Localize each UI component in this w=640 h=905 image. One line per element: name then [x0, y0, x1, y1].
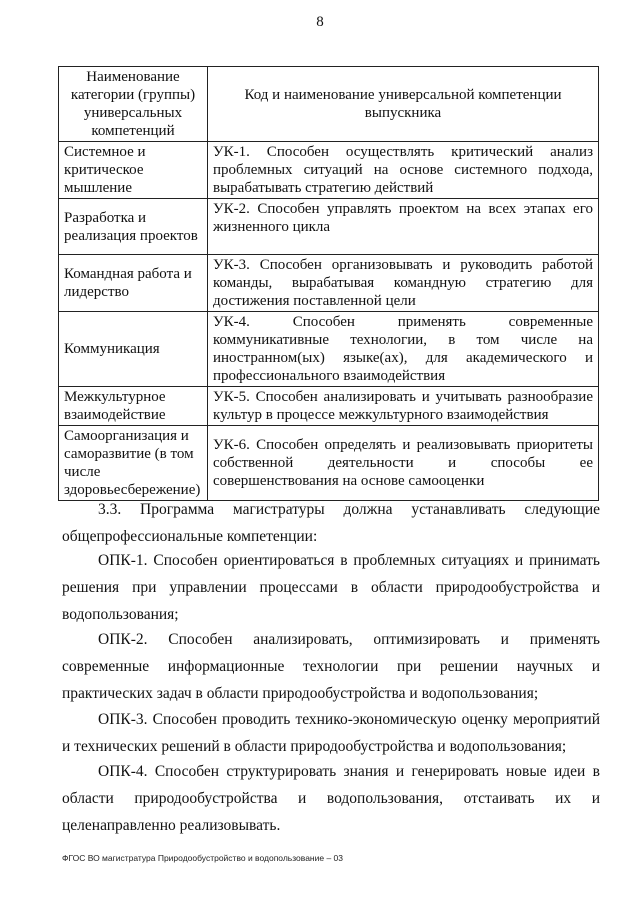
category-cell: Коммуникация	[59, 312, 208, 387]
category-cell: Командная работа и лидерство	[59, 255, 208, 312]
competence-cell: УК-4. Способен применять современные коммуникативные технологии, в том числе на иностранном(ых) языке(ах), для академического и профессионального взаимодействия	[208, 312, 599, 387]
page-number: 8	[316, 14, 324, 30]
header-category: Наименование категории (группы) универсальных компетенций	[59, 67, 208, 142]
table-row	[59, 255, 599, 312]
paragraph-opk-2: ОПК-2. Способен анализировать, оптимизировать и применять современные информационные технологии при решении научных и практических задач в области природообустройства и водопользования;	[62, 631, 600, 702]
paragraph-3-3: 3.3. Программа магистратуры должна устанавливать следующие общепрофессиональные компетенции:	[62, 501, 600, 545]
table-row	[59, 387, 599, 426]
competence-cell: УК-2. Способен управлять проектом на всех этапах его жизненного цикла	[208, 199, 599, 255]
category-cell: Межкультурное взаимодействие	[59, 387, 208, 426]
paragraph-opk-3: ОПК-3. Способен проводить технико-экономическую оценку мероприятий и технических решений в области природообустройства и водопользования;	[62, 711, 600, 755]
paragraph-opk-4: ОПК-4. Способен структурировать знания и генерировать новые идеи в области природообустройства и водопользования, отстаивать их и целенаправленно реализовывать.	[62, 763, 600, 834]
table-row	[59, 142, 599, 199]
competence-cell: УК-6. Способен определять и реализовывать приоритеты собственной деятельности и способы ее совершенствования на основе самооценки	[208, 426, 599, 501]
category-cell: Самоорганизация и саморазвитие (в том числе здоровьесбережение)	[59, 426, 208, 501]
category-cell: Разработка и реализация проектов	[59, 199, 208, 255]
document-footer: ФГОС ВО магистратура Природообустройство и водопользование – 03	[62, 853, 343, 863]
table-header-row	[59, 67, 599, 142]
competence-cell: УК-5. Способен анализировать и учитывать разнообразие культур в процессе межкультурного взаимодействия	[208, 387, 599, 426]
category-cell: Системное и критическое мышление	[59, 142, 208, 199]
table-row	[59, 426, 599, 501]
competence-cell: УК-3. Способен организовывать и руководить работой команды, вырабатывая командную стратегию для достижения поставленной цели	[208, 255, 599, 312]
header-code: Код и наименование универсальной компетенции выпускника	[208, 67, 599, 142]
competencies-table	[58, 66, 599, 501]
table-row	[59, 199, 599, 255]
competence-cell: УК-1. Способен осуществлять критический анализ проблемных ситуаций на основе системного подхода, вырабатывать стратегию действий	[208, 142, 599, 199]
paragraph-opk-1: ОПК-1. Способен ориентироваться в проблемных ситуациях и принимать решения при управлении процессами в области природообустройства и водопользования;	[62, 552, 600, 623]
table-row	[59, 312, 599, 387]
